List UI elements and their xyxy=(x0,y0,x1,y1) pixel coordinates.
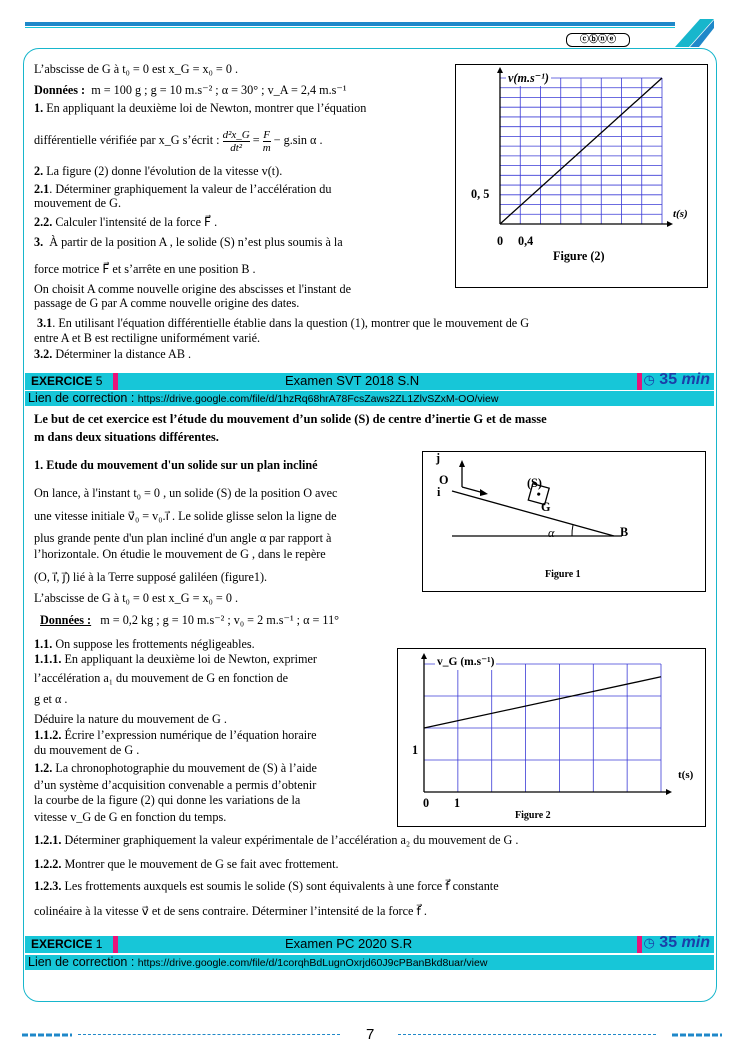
ex5-q12-a: 1.2. La chronophotographie du mouvement de (S) à l’aide xyxy=(34,761,317,775)
donnees-label: Données : xyxy=(34,83,86,97)
fig2-top-ylabel: v(m.s⁻¹) xyxy=(508,71,549,85)
exercise-1-tag: EXERCICE 1 xyxy=(31,937,103,951)
part1-line1: L’abscisse de G à t₀ = 0 est x_G = x₀ = 0 . xyxy=(34,62,239,76)
ex5-p1: On lance, à l'instant t₀ = 0 , un solide (S) de la position O avec xyxy=(34,486,338,500)
fig2-top-xlabel: t(s) xyxy=(673,208,688,220)
y-axis-arrowhead xyxy=(421,653,427,659)
fig2-top-ytick: 0, 5 xyxy=(471,187,490,201)
ex5-p5: (O, i⃗, j⃗) lié à la Terre supposé galiléen (figure1). xyxy=(34,570,268,584)
q1-frac-2: $\frac{F}{m}$ xyxy=(262,128,271,154)
ex5-q111-b: l’accélération a₁ du mouvement de G en fonction de xyxy=(34,671,288,685)
fig2-bottom-xlabel: t(s) xyxy=(678,769,694,781)
ex5-q121: 1.2.1. Déterminer graphiquement la valeur expérimentale de l’accélération a₂ du mouvement de G . xyxy=(34,833,519,847)
top-right-slashes xyxy=(645,18,715,48)
top-stripe xyxy=(25,22,675,26)
ex5-intro-b: m dans deux situations différentes. xyxy=(34,430,219,444)
ex5-q12-c: la courbe de la figure (2) qui donne les variations de la xyxy=(34,793,301,807)
exercise-1-time-mark xyxy=(637,936,642,953)
ex5-q112-a: 1.1.2. Écrire l’expression numérique de l’équation horaire xyxy=(34,728,317,742)
fig2-top-xtick0: 0 xyxy=(497,234,504,248)
footer-right-ornament xyxy=(672,1031,722,1039)
q1-frac-1: $\frac{\text{d²x\_G}}{\text{dt²}}$ xyxy=(222,128,250,154)
ex5-q11: 1.1. On suppose les frottements négligeables. xyxy=(34,637,255,651)
exercise-1-pink-mark xyxy=(113,936,118,953)
j-arrowhead xyxy=(459,460,465,467)
ex5-section-1: 1. Etude du mouvement d'un solide sur un plan incliné xyxy=(34,458,318,472)
q3-line-a: 3. À partir de la position A , le solide (S) n’est plus soumis à la xyxy=(34,235,343,249)
exercise-5-pink-mark xyxy=(113,373,118,390)
fig2-bottom-caption: Figure 2 xyxy=(515,810,551,821)
q21-line-b: mouvement de G. xyxy=(34,196,121,210)
fig2-bottom-xtick0: 0 xyxy=(423,796,430,810)
footer-left-ornament xyxy=(22,1031,72,1039)
correction-url-1[interactable]: https://drive.google.com/file/d/1hzRq68hrA78FcsZaws2ZL1ZlvSZxM-OO/view xyxy=(137,393,499,405)
fig1-o-label: O xyxy=(439,473,449,487)
fig1-b-label: B xyxy=(620,525,629,539)
clock-icon: ◷ xyxy=(643,935,655,950)
q1-text-a: En appliquant la deuxième loi de Newton, montrer que l’équation xyxy=(46,101,367,115)
ex5-p4: l’horizontale. On étudie le mouvement de G , dans le repère xyxy=(34,547,326,561)
fig2-bottom-ytick: 1 xyxy=(412,743,419,757)
exercise-1-header xyxy=(25,936,714,953)
part1-donnees xyxy=(34,83,347,98)
q22-line: 2.2. Calculer l'intensité de la force F⃗ . xyxy=(34,215,218,229)
ex5-p3: plus grande pente d'un plan incliné d'un angle α par rapport à xyxy=(34,531,332,545)
exercise-5-time-mark xyxy=(637,373,642,390)
cc-by-nc-icon: ⓒⓑⓝⓔ xyxy=(566,33,630,47)
ex5-q123-b: colinéaire à la vitesse v⃗ et de sens contraire. Déterminer l’intensité de la force f⃗ . xyxy=(34,904,427,918)
exercise-5-header xyxy=(25,373,714,390)
x-axis-arrowhead xyxy=(666,789,672,795)
clock-icon: ◷ xyxy=(643,372,655,387)
q31-line-a: 3.1. En utilisant l'équation différentielle établie dans la question (1), montrer que le mouvement de G xyxy=(37,316,530,330)
exercise-5-duration: ◷ 35 min xyxy=(643,371,710,388)
fig1-g-label: G xyxy=(541,500,551,514)
series-line xyxy=(424,677,661,728)
ex5-q123-a: 1.2.3. Les frottements auxquels est soumis le solide (S) sont équivalents à une force f⃗ constante xyxy=(34,879,499,893)
page-footer xyxy=(0,1026,744,1042)
donnees-values: m = 100 g ; g = 10 m.s⁻² ; α = 30° ; v_A = 2,4 m.s⁻¹ xyxy=(91,83,347,97)
q1-number: 1. xyxy=(34,101,44,115)
exercise-1-duration: ◷ 35 min xyxy=(643,934,710,951)
q2-line: 2. La figure (2) donne l'évolution de la vitesse v(t). xyxy=(34,164,283,178)
q1-text-b: différentielle vérifiée par x_G s’écrit : xyxy=(34,133,220,147)
correction-url-2[interactable]: https://drive.google.com/file/d/1corqhBdLugnOxrjd60J9cPBanBkd8uar/view xyxy=(137,957,488,969)
ex5-q111-c: g et α . xyxy=(34,692,68,706)
fig2-top-xtick1: 0,4 xyxy=(518,234,534,248)
q1-tail: − g.sin α . xyxy=(273,133,323,147)
correction-link-2[interactable]: Lien de correction : https://drive.google.com/file/d/1corqhBdLugnOxrjd60J9cPBanBkd8uar/view xyxy=(25,955,714,970)
q3-line-d: passage de G par A comme nouvelle origine des dates. xyxy=(34,296,300,310)
y-axis-arrowhead xyxy=(497,67,503,73)
exercise-5-title: Examen SVT 2018 S.N xyxy=(285,373,420,388)
ex5-q12-b: d’un système d’acquisition convenable a permis d’obtenir xyxy=(34,778,317,792)
footer-left-dash xyxy=(78,1034,340,1035)
ex5-q111-a: 1.1.1. En appliquant la deuxième loi de Newton, exprimer xyxy=(34,652,317,666)
q1-line-b: différentielle vérifiée par x_G s’écrit : $\frac{\text{d²x\_G}}{\text{dt²}}$ = $\frac{F}{m}$ − g.sin α . xyxy=(34,128,323,154)
ex5-q122: 1.2.2. Montrer que le mouvement de G se fait avec frottement. xyxy=(34,857,339,871)
exercise-1-title: Examen PC 2020 S.R xyxy=(285,936,413,951)
fig2-bottom-ylabel: v_G (m.s⁻¹) xyxy=(437,656,495,668)
fig2-bottom-xtick1: 1 xyxy=(454,796,461,810)
fig1-alpha-label: α xyxy=(548,526,555,540)
fig2-top-caption: Figure (2) xyxy=(553,249,605,263)
fig1-s-label: (S) xyxy=(527,476,542,490)
top-stripe-accent xyxy=(25,27,675,28)
ex5-q112-b: du mouvement de G . xyxy=(34,743,140,757)
ex5-intro-a: Le but de cet exercice est l’étude du mouvement d’un solide (S) de centre d’inertie G et de masse xyxy=(34,412,547,426)
ex5-q111-d: Déduire la nature du mouvement de G . xyxy=(34,712,227,726)
fig1-caption: Figure 1 xyxy=(545,569,581,580)
angle-arc xyxy=(572,525,573,536)
ex5-p6: L’abscisse de G à t₀ = 0 est x_G = x₀ = 0 . xyxy=(34,591,239,605)
correction-link-1[interactable]: Lien de correction : https://drive.google.com/file/d/1hzRq68hrA78FcsZaws2ZL1ZlvSZxM-OO/view xyxy=(25,391,714,406)
ex5-donnees: Données : m = 0,2 kg ; g = 10 m.s⁻² ; v₀ = 2 m.s⁻¹ ; α = 11° xyxy=(40,613,340,627)
q31-line-b: entre A et B est rectiligne uniformément varié. xyxy=(34,331,261,345)
q1-line-a xyxy=(34,101,366,116)
fig1-j-label: j⃗ xyxy=(436,451,450,465)
ex5-q12-d: vitesse v_G de G en fonction du temps. xyxy=(34,810,227,824)
q32-line: 3.2. Déterminer la distance AB . xyxy=(34,347,192,361)
q21-line-a: 2.1. Déterminer graphiquement la valeur de l’accélération du xyxy=(34,182,332,196)
exercise-5-tag: EXERCICE 5 xyxy=(31,374,103,388)
footer-right-dash xyxy=(398,1034,656,1035)
page-number: 7 xyxy=(366,1026,375,1043)
q3-line-c: On choisit A comme nouvelle origine des abscisses et l'instant de xyxy=(34,282,351,296)
i-arrowhead xyxy=(480,489,488,496)
fig1-i-label: i⃗ xyxy=(437,485,450,499)
ex5-p2: une vitesse initiale v⃗₀ = v₀.i⃗ . Le solide glisse selon la ligne de xyxy=(34,509,337,523)
q3-line-b: force motrice F⃗ et s’arrête en une position B . xyxy=(34,262,256,276)
figure-2-bottom-chart xyxy=(397,648,704,825)
